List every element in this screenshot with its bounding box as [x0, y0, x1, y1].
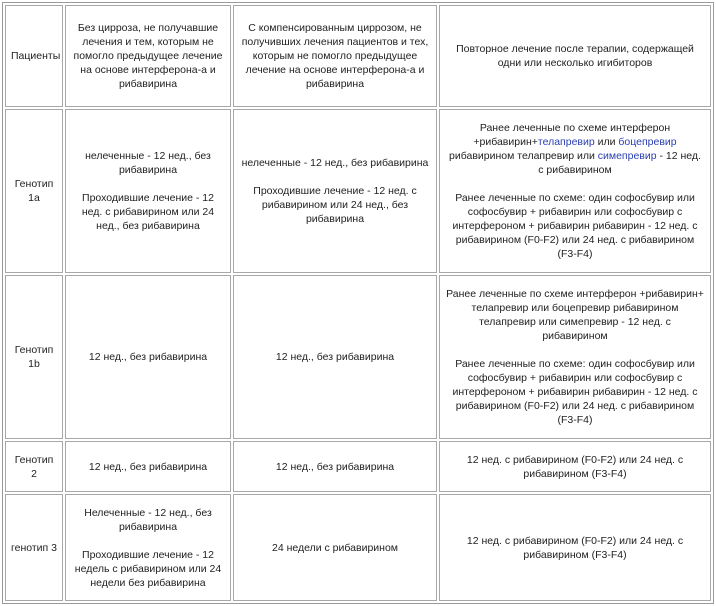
table-row-genotype-3 [5, 494, 711, 601]
cell-no-cirrhosis: 12 нед., без рибавирина [65, 441, 231, 492]
table-row-genotype-2 [5, 441, 711, 492]
cell-no-cirrhosis [65, 109, 231, 273]
cell-text: - 12 нед. с рибавирином [538, 150, 701, 177]
telaprevir-link[interactable]: телапревир [537, 136, 595, 149]
header-no-cirrhosis: Без цирроза, не получавшие лечения и тем, которым не помогло предыдущее лечение на основе интерферона-а и рибавирина [65, 5, 231, 107]
cell-compensated: 24 недели с рибавирином [233, 494, 437, 601]
cell-text: нелеченные - 12 нед., без рибавирина [241, 157, 429, 170]
cell-retreatment [439, 275, 711, 439]
cell-text: Ранее леченные по схеме: один софосбувир или софосбувир + рибавирин или софосбувир с интерфероном + рибавирин рибавирин - 12 нед. с рибавирином (F0-F2) или 24 нед. с рибавирином (F3-F4) [452, 192, 698, 261]
cell-retreatment: 12 нед. с рибавирином (F0-F2) или 24 нед. с рибавирином (F3-F4) [439, 441, 711, 492]
cell-retreatment [439, 109, 711, 273]
header-retreatment: Повторное лечение после терапии, содержащей одни или несколько игибиторов [439, 5, 711, 107]
genotype-label: Генотип 2 [5, 441, 63, 492]
header-patients: Пациенты [5, 5, 63, 107]
genotype-label: Генотип 1а [5, 109, 63, 273]
cell-text: Ранее леченные по схеме интерферон +рибавирин+ телапревир или боцепревир рибавирином телапревир или симепревир - 12 нед. с рибавирином [446, 288, 704, 343]
boceprevir-link[interactable]: боцепревир [618, 136, 677, 149]
cell-text: Ранее леченные по схеме: один софосбувир или софосбувир + рибавирин или софосбувир с интерфероном + рибавирин рибавирин - 12 нед. с рибавирином (F0-F2) или 24 нед. с рибавирином (F3-F4) [452, 358, 698, 427]
genotype-label: Генотип 1b [5, 275, 63, 439]
simeprevir-link[interactable]: симепревир [597, 150, 657, 163]
cell-retreatment: 12 нед. с рибавирином (F0-F2) или 24 нед. с рибавирином (F3-F4) [439, 494, 711, 601]
cell-compensated [233, 109, 437, 273]
cell-text: Проходившие лечение - 12 недель с рибавирином или 24 недели без рибавирина [74, 548, 222, 589]
treatment-table [2, 2, 714, 604]
cell-compensated: 12 нед., без рибавирина [233, 441, 437, 492]
table-row-genotype-1b [5, 275, 711, 439]
cell-no-cirrhosis [65, 494, 231, 601]
cell-paragraph [445, 121, 705, 177]
cell-text: рибавирином телапревир или [449, 150, 598, 163]
header-compensated-cirrhosis: С компенсированным циррозом, не получивших лечения пациентов и тех, которым не помогло предыдущее лечение на основе интерферона-а и рибавирина [233, 5, 437, 107]
cell-text: Проходившие лечение - 12 нед. с рибавирином или 24 нед., без рибавирина [81, 192, 215, 233]
cell-compensated: 12 нед., без рибавирина [233, 275, 437, 439]
cell-no-cirrhosis: 12 нед., без рибавирина [65, 275, 231, 439]
cell-text: Ранее леченные по схеме интерферон +рибавирин+ [473, 122, 671, 149]
cell-text: Нелеченные - 12 нед., без рибавирина [84, 506, 212, 533]
genotype-label: генотип 3 [5, 494, 63, 601]
cell-text: Проходившие лечение - 12 нед. с рибавирином или 24 нед., без рибавирина [253, 185, 417, 226]
table-row-genotype-1a [5, 109, 711, 273]
header-row [5, 5, 711, 107]
cell-text: нелеченные - 12 нед., без рибавирина [85, 150, 211, 177]
cell-text: или [594, 136, 619, 149]
